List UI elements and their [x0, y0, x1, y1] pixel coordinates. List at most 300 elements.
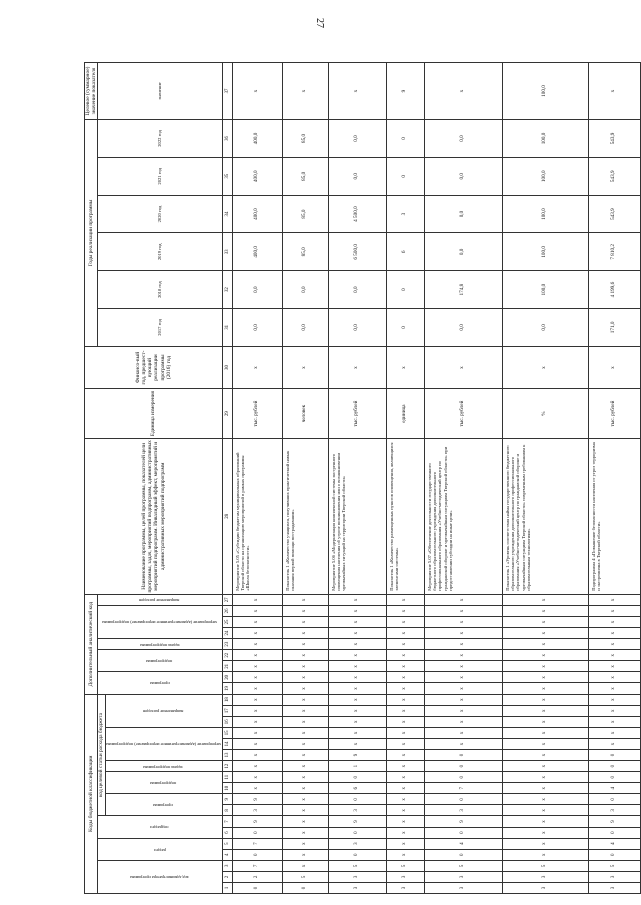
code-digit: 1: [328, 761, 386, 772]
row-year-value: 543,9: [588, 195, 640, 233]
code-digit: x: [282, 727, 328, 738]
code-digit: 9: [232, 794, 282, 805]
row-target: x: [282, 63, 328, 120]
row-year-value: 0: [386, 157, 424, 195]
program-code-header: программа: [98, 672, 222, 694]
code-digit: x: [588, 727, 640, 738]
code-digit: 4: [588, 838, 640, 849]
row-year-value: 0,0: [424, 120, 502, 158]
code-digit: x: [386, 727, 424, 738]
code-digit: x: [282, 716, 328, 727]
code-digit: x: [502, 683, 588, 694]
row-unit: тыс. рублей: [328, 389, 386, 439]
code-digit: x: [386, 805, 424, 816]
row-target: 100,0: [502, 63, 588, 120]
code-digit: 0: [232, 849, 282, 860]
row-year-value: 0,0: [232, 309, 282, 347]
column-number-row: [222, 63, 232, 894]
code-digit: x: [386, 761, 424, 772]
row-year-value: 0,0: [232, 271, 282, 309]
code-digit: x: [282, 738, 328, 749]
row-base-year: x: [232, 346, 282, 389]
measure-code-header: мероприятие (административное мероприятие) подпрограммы: [98, 605, 222, 638]
code-digit: x: [232, 628, 282, 639]
code-digit: x: [424, 672, 502, 683]
column-number: 10: [222, 783, 232, 794]
row-year-value: 85,0: [282, 195, 328, 233]
code-digit: 7: [424, 783, 502, 794]
code-digit: x: [588, 628, 640, 639]
code-digit: x: [328, 605, 386, 616]
code-digit: x: [282, 605, 328, 616]
ti-task-header: задача подпрограммы: [105, 761, 222, 772]
row-year-value: 100,0: [502, 233, 588, 271]
column-number: 1: [222, 882, 232, 893]
code-digit: x: [588, 672, 640, 683]
code-digit: x: [502, 672, 588, 683]
row-target: 9: [386, 63, 424, 120]
row-year-value: 4 500,0: [328, 195, 386, 233]
ti-program-header: программа: [105, 794, 222, 816]
table-row: [588, 63, 640, 894]
code-digit: x: [282, 772, 328, 783]
code-digit: 3: [424, 882, 502, 893]
row-name: Мероприятие 5.05 «Субсидии бюджетам муниципальных образований Тверской области на организацию мероприятий в рамках программы «Школа безопасности»: [232, 438, 282, 594]
column-number: 30: [222, 346, 232, 389]
table-row: [502, 63, 588, 894]
code-digit: x: [502, 605, 588, 616]
code-digit: x: [588, 661, 640, 672]
code-digit: 0: [588, 827, 640, 838]
code-digit: x: [588, 716, 640, 727]
code-digit: x: [502, 794, 588, 805]
row-year-value: 543,9: [588, 157, 640, 195]
code-digit: 3: [502, 871, 588, 882]
row-name: Показатель 1 «Уровень соответствия найма государственного бюджетного образовательного учреждения дополнительного профессионального образования «Учебно-методический центр по гражданской обороне и чрезвычайным ситуациям Тверской области» современным требованиям к образовательным технологиям»: [502, 438, 588, 594]
row-unit: тыс. рублей: [424, 389, 502, 439]
row-base-year: x: [282, 346, 328, 389]
row-year-value: 100,0: [502, 157, 588, 195]
row-year-value: 174,8: [424, 271, 502, 309]
column-number: 11: [222, 772, 232, 783]
row-year-value: 6 500,0: [328, 233, 386, 271]
code-digit: x: [282, 661, 328, 672]
code-digit: x: [328, 727, 386, 738]
page-number: 27: [314, 18, 325, 28]
code-digit: x: [588, 616, 640, 627]
code-digit: 3: [328, 882, 386, 893]
code-digit: 0: [232, 882, 282, 893]
code-digit: x: [502, 838, 588, 849]
row-year-value: 85,0: [282, 233, 328, 271]
code-digit: x: [424, 705, 502, 716]
code-digit: x: [386, 783, 424, 794]
code-digit: x: [386, 827, 424, 838]
code-digit: 0: [232, 827, 282, 838]
code-digit: 5: [328, 860, 386, 871]
code-digit: 9: [232, 816, 282, 827]
code-digit: x: [232, 683, 282, 694]
code-digit: 0: [588, 849, 640, 860]
code-digit: x: [282, 783, 328, 794]
code-digit: 0: [424, 772, 502, 783]
code-digit: 0: [588, 749, 640, 760]
row-year-value: 0,0: [424, 233, 502, 271]
column-number: 36: [222, 120, 232, 158]
code-digit: x: [328, 628, 386, 639]
row-year-value: 0,0: [424, 157, 502, 195]
code-digit: 0: [328, 849, 386, 860]
code-digit: x: [502, 761, 588, 772]
code-digit: x: [386, 738, 424, 749]
column-number: 32: [222, 271, 232, 309]
row-year-value: 3: [386, 195, 424, 233]
column-number: 13: [222, 749, 232, 760]
code-digit: 0: [424, 761, 502, 772]
table-row: [282, 63, 328, 894]
row-target: x: [232, 63, 282, 120]
code-digit: 0: [424, 749, 502, 760]
column-number: 5: [222, 838, 232, 849]
target-header: Целевое (суммарное) значение показателя: [85, 63, 98, 120]
column-number: 26: [222, 605, 232, 616]
code-digit: x: [232, 727, 282, 738]
row-unit: %: [502, 389, 588, 439]
row-unit: тыс. рублей: [232, 389, 282, 439]
row-year-value: 0,0: [328, 157, 386, 195]
code-digit: 3: [232, 805, 282, 816]
row-name: Показатель 1 «Количество учащихся, получивших практический навык оказания первой помощи пострадавшим»: [282, 438, 328, 594]
code-digit: 3: [328, 838, 386, 849]
code-digit: x: [282, 849, 328, 860]
code-digit: x: [232, 749, 282, 760]
code-digit: x: [232, 616, 282, 627]
code-digit: x: [386, 639, 424, 650]
code-digit: 3: [424, 871, 502, 882]
column-number: 15: [222, 727, 232, 738]
code-digit: 4: [424, 838, 502, 849]
code-digit: x: [502, 705, 588, 716]
direction-code-header: направление расходов: [98, 594, 222, 605]
code-digit: x: [328, 672, 386, 683]
row-year-value: 0,0: [328, 309, 386, 347]
code-digit: x: [424, 738, 502, 749]
code-digit: x: [328, 650, 386, 661]
code-digit: 3: [386, 882, 424, 893]
additional-code-header: Дополнительный аналитический код: [85, 594, 98, 694]
row-base-year: x: [424, 346, 502, 389]
code-digit: 5: [588, 860, 640, 871]
code-digit: x: [502, 827, 588, 838]
code-digit: x: [502, 616, 588, 627]
code-digit: 3: [328, 805, 386, 816]
row-year-value: 7 810,2: [588, 233, 640, 271]
column-number: 19: [222, 683, 232, 694]
year-2022-header: 2022 год: [98, 120, 222, 158]
code-digit: x: [588, 694, 640, 705]
code-digit: x: [232, 661, 282, 672]
code-digit: x: [502, 738, 588, 749]
row-unit: тыс. рублей: [588, 389, 640, 439]
column-number: 8: [222, 805, 232, 816]
column-number: 25: [222, 616, 232, 627]
code-digit: x: [424, 661, 502, 672]
code-digit: 0: [588, 761, 640, 772]
code-digit: 7: [232, 838, 282, 849]
ti-subprogram-header: подпрограмма: [105, 772, 222, 794]
code-digit: x: [502, 639, 588, 650]
code-digit: x: [424, 727, 502, 738]
row-year-value: 100,0: [502, 195, 588, 233]
code-digit: x: [424, 628, 502, 639]
row-year-value: 543,9: [588, 120, 640, 158]
code-digit: x: [588, 594, 640, 605]
ti-measure-header: мероприятие (административное мероприятие) подпрограммы: [105, 727, 222, 760]
column-number: 27: [222, 594, 232, 605]
row-year-value: 4 199,6: [588, 271, 640, 309]
target-value-header: значение: [98, 63, 222, 120]
table-row: [424, 63, 502, 894]
code-digit: x: [424, 605, 502, 616]
column-number: 6: [222, 827, 232, 838]
year-2017-header: 2017 год: [98, 309, 222, 347]
code-digit: 6: [328, 783, 386, 794]
row-year-value: 400,0: [232, 157, 282, 195]
row-base-year: x: [328, 346, 386, 389]
column-number: 28: [222, 438, 232, 594]
subprogram-code-header: подпрограмма: [98, 650, 222, 672]
column-number: 16: [222, 716, 232, 727]
code-digit: x: [502, 772, 588, 783]
code-digit: 9: [328, 749, 386, 760]
code-digit: x: [386, 628, 424, 639]
code-digit: x: [282, 860, 328, 871]
code-digit: x: [386, 672, 424, 683]
code-digit: x: [588, 639, 640, 650]
code-digit: x: [232, 761, 282, 772]
code-digit: x: [386, 838, 424, 849]
code-digit: x: [232, 738, 282, 749]
code-digit: x: [386, 650, 424, 661]
code-digit: x: [502, 594, 588, 605]
column-number: 18: [222, 694, 232, 705]
column-number: 7: [222, 816, 232, 827]
column-number: 35: [222, 157, 232, 195]
admin-code-header: код администратора программы: [98, 860, 222, 893]
year-2020-header: 2020 год: [98, 195, 222, 233]
row-year-value: 0,0: [282, 309, 328, 347]
code-digit: 7: [232, 860, 282, 871]
row-year-value: 400,0: [232, 233, 282, 271]
row-name: Мероприятие 5.06 «Модернизация комплексной системы экстренного оповещения населения об угрозе возникновения или о возникновении чрезвычайных ситуаций на территории Тверской области»: [328, 438, 386, 594]
code-digit: x: [502, 816, 588, 827]
row-base-year: x: [588, 346, 640, 389]
code-digit: x: [588, 605, 640, 616]
code-digit: 3: [588, 805, 640, 816]
year-2021-header: 2021 год: [98, 157, 222, 195]
row-year-value: 0,0: [424, 195, 502, 233]
row-target: x: [424, 63, 502, 120]
code-digit: x: [386, 749, 424, 760]
code-digit: x: [502, 849, 588, 860]
code-digit: x: [424, 683, 502, 694]
code-digit: x: [282, 594, 328, 605]
code-digit: x: [232, 639, 282, 650]
budget-classification-header: Коды бюджетной классификации: [85, 694, 98, 893]
row-year-value: 0,0: [424, 309, 502, 347]
row-name: Мероприятие 5.07 «Обеспечение деятельности государственного бюджетного образовательного учреждения дополнительного профессионального образования «Учебно-методический центр по гражданской обороне и чрезвычайным ситуациям Тверской области» при предоставлении субсидии на иные цели»: [424, 438, 502, 594]
row-year-value: 0,0: [282, 271, 328, 309]
code-digit: 5: [424, 860, 502, 871]
row-name: Подпрограмма 4 «Повышение безопасности населения от угроз терроризма и экстремизма в Тверской области»: [588, 438, 640, 594]
code-digit: 2: [232, 871, 282, 882]
code-digit: x: [424, 594, 502, 605]
year-2019-header: 2019 год: [98, 233, 222, 271]
code-digit: x: [282, 650, 328, 661]
column-number: 9: [222, 794, 232, 805]
table-row: [386, 63, 424, 894]
column-number: 29: [222, 389, 232, 439]
row-year-value: 85,0: [282, 157, 328, 195]
code-digit: 5: [386, 860, 424, 871]
code-digit: x: [502, 805, 588, 816]
code-digit: x: [232, 650, 282, 661]
row-year-value: 100,0: [502, 120, 588, 158]
code-digit: 0: [424, 827, 502, 838]
row-year-value: 0,0: [502, 309, 588, 347]
code-digit: x: [282, 628, 328, 639]
code-digit: x: [502, 783, 588, 794]
code-digit: x: [386, 683, 424, 694]
code-digit: 9: [328, 816, 386, 827]
code-digit: x: [282, 794, 328, 805]
code-digit: x: [232, 672, 282, 683]
code-digit: x: [424, 616, 502, 627]
column-number: 20: [222, 672, 232, 683]
year-2018-header: 2018 год: [98, 271, 222, 309]
column-number: 34: [222, 195, 232, 233]
code-digit: x: [328, 716, 386, 727]
code-digit: x: [282, 705, 328, 716]
code-digit: x: [588, 683, 640, 694]
code-digit: 5: [502, 860, 588, 871]
code-digit: x: [232, 605, 282, 616]
code-digit: x: [232, 783, 282, 794]
code-digit: x: [328, 616, 386, 627]
table-row: [232, 63, 282, 894]
code-digit: x: [502, 650, 588, 661]
table-sheet: [84, 62, 617, 894]
code-digit: 0: [328, 772, 386, 783]
code-digit: x: [282, 694, 328, 705]
code-digit: 9: [588, 816, 640, 827]
unit-column-header: Единица измерения: [85, 389, 223, 439]
code-digit: 3: [424, 805, 502, 816]
code-digit: x: [328, 661, 386, 672]
code-digit: x: [386, 616, 424, 627]
row-unit: единица: [386, 389, 424, 439]
code-digit: x: [328, 705, 386, 716]
code-digit: 0: [424, 849, 502, 860]
row-year-value: 0: [386, 120, 424, 158]
code-digit: x: [502, 727, 588, 738]
row-year-value: 171,0: [588, 309, 640, 347]
code-digit: x: [502, 749, 588, 760]
code-digit: 0: [282, 882, 328, 893]
code-digit: x: [386, 816, 424, 827]
column-number: 22: [222, 650, 232, 661]
row-name: Показатель 1 «Количество размещенных пунктов оповещения, являющихся элементами системы»: [386, 438, 424, 594]
code-digit: x: [502, 628, 588, 639]
column-number: 21: [222, 661, 232, 672]
column-number: 31: [222, 309, 232, 347]
program-table: [84, 62, 641, 894]
code-digit: x: [232, 772, 282, 783]
code-digit: 4: [588, 783, 640, 794]
code-digit: x: [328, 738, 386, 749]
column-number: 24: [222, 628, 232, 639]
code-digit: x: [282, 749, 328, 760]
code-digit: x: [502, 694, 588, 705]
code-digit: x: [328, 694, 386, 705]
row-year-value: 85,0: [282, 120, 328, 158]
row-year-value: 0,0: [328, 271, 386, 309]
code-digit: x: [232, 705, 282, 716]
row-year-value: 100,0: [502, 271, 588, 309]
code-digit: x: [328, 594, 386, 605]
name-column-header: Наименование программы, целей программы, показателей цели программы, задач, мероприятий подпрограмм, административных мероприятий подпрограмм. Инвалидный эффект, мероприятий и административных мероприятий подпрограмм: [85, 438, 223, 594]
code-digit: 0: [588, 794, 640, 805]
code-digit: x: [424, 694, 502, 705]
column-number: 33: [222, 233, 232, 271]
code-digit: x: [386, 661, 424, 672]
code-digit: x: [424, 639, 502, 650]
code-digit: x: [232, 694, 282, 705]
code-digit: x: [328, 639, 386, 650]
code-digit: x: [282, 672, 328, 683]
code-digit: x: [502, 716, 588, 727]
code-digit: x: [232, 594, 282, 605]
column-number: 37: [222, 63, 232, 120]
code-digit: 9: [424, 816, 502, 827]
code-digit: x: [386, 794, 424, 805]
code-digit: 3: [386, 871, 424, 882]
code-digit: x: [588, 705, 640, 716]
code-digit: 3: [328, 871, 386, 882]
code-digit: x: [232, 716, 282, 727]
code-digit: x: [386, 605, 424, 616]
code-digit: x: [502, 661, 588, 672]
code-digit: x: [282, 616, 328, 627]
task-code-header: задача подпрограммы: [98, 639, 222, 650]
code-digit: x: [282, 683, 328, 694]
subsection-header: подраздел: [98, 816, 222, 838]
column-number: 17: [222, 705, 232, 716]
code-digit: x: [424, 650, 502, 661]
base-year-header: Финансо-вый год, предшест-вующий реализации программы (2016) год: [85, 346, 223, 389]
table-row: [328, 63, 386, 894]
code-digit: x: [386, 716, 424, 727]
section-header: раздел: [98, 838, 222, 860]
column-number: 3: [222, 860, 232, 871]
row-base-year: x: [386, 346, 424, 389]
column-number: 2: [222, 871, 232, 882]
code-digit: 0: [424, 794, 502, 805]
code-digit: 3: [588, 871, 640, 882]
code-digit: x: [386, 772, 424, 783]
code-digit: x: [386, 849, 424, 860]
code-digit: x: [588, 650, 640, 661]
